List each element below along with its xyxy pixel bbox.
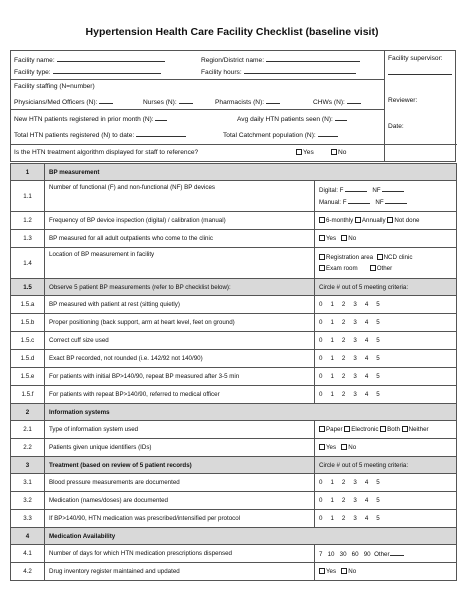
total-htn-field[interactable]	[136, 130, 186, 137]
option-label: Annually	[361, 217, 386, 224]
hours-label: Facility hours:	[201, 69, 242, 76]
checklist-table	[10, 163, 457, 581]
checkbox-icon[interactable]	[341, 444, 347, 450]
checkbox-icon[interactable]	[319, 426, 325, 432]
row-number: 1.5.e	[11, 368, 45, 386]
options-cell	[315, 230, 457, 248]
option-label: No	[348, 235, 357, 242]
rating-scale[interactable]: 0 1 2 3 4 5	[315, 492, 457, 510]
row-label: Number of functional (F) and non-functional (NF) BP devices	[45, 181, 315, 212]
table-row	[11, 492, 457, 510]
total-htn-label: Total HTN patients registered (N) to date:	[14, 132, 135, 139]
facility-name-label: Facility name:	[14, 57, 55, 64]
row-number: 1.5	[11, 279, 45, 296]
checkbox-icon[interactable]	[319, 568, 325, 574]
section-header	[11, 457, 457, 474]
row-number: 1.5.b	[11, 314, 45, 332]
option-label: Registration area	[326, 254, 374, 261]
staffing-label: Facility staffing (N=number)	[14, 83, 95, 90]
row-number: 1.5.c	[11, 332, 45, 350]
option-label: Yes	[326, 235, 337, 242]
hours-field[interactable]	[244, 67, 356, 74]
rating-scale[interactable]: 0 1 2 3 4 5	[315, 386, 457, 404]
row-number: 1.5.f	[11, 386, 45, 404]
manual-f-field[interactable]	[348, 198, 370, 204]
rating-scale[interactable]: 0 1 2 3 4 5	[315, 296, 457, 314]
checkbox-icon[interactable]	[370, 265, 376, 271]
checkbox-icon[interactable]	[380, 426, 386, 432]
option-label: 6-monthly	[326, 217, 354, 224]
checkbox-icon[interactable]	[355, 217, 361, 223]
devices-answer	[315, 181, 457, 212]
page-title: Hypertension Health Care Facility Checklist (baseline visit)	[85, 26, 379, 38]
rating-scale[interactable]: 0 1 2 3 4 5	[315, 474, 457, 492]
table-row	[11, 439, 457, 457]
algorithm-question: Is the HTN treatment algorithm displayed for staff to reference?	[14, 149, 199, 156]
options-cell	[315, 212, 457, 230]
row-number: 2.2	[11, 439, 45, 457]
options-cell	[315, 563, 457, 581]
region-label: Region/District name:	[201, 57, 265, 64]
algorithm-no-label: No	[338, 149, 347, 156]
table-row	[11, 368, 457, 386]
row-number: 4.1	[11, 545, 45, 563]
new-htn-label: New HTN patients registered in prior month (N):	[14, 116, 154, 123]
option-label: Not done	[394, 217, 420, 224]
date-label: Date:	[388, 123, 404, 130]
facility-info-block	[10, 50, 456, 162]
row-label: Number of days for which HTN medication prescriptions dispensed	[45, 545, 315, 563]
algorithm-yes-label: Yes	[303, 149, 314, 156]
section-header	[11, 164, 457, 181]
divider	[11, 79, 384, 80]
divider	[11, 109, 384, 110]
row-label: BP measured with patient at rest (sitting quietly)	[45, 296, 315, 314]
manual-nf-field[interactable]	[385, 198, 407, 204]
table-row	[11, 510, 457, 528]
facility-name-field[interactable]	[57, 55, 165, 62]
row-label: Observe 5 patient BP measurements (refer to BP checklist below):	[45, 279, 315, 296]
physicians-field[interactable]	[99, 97, 113, 104]
circle-instruction: Circle # out of 5 meeting criteria:	[315, 457, 457, 474]
new-htn-field[interactable]	[155, 114, 167, 121]
options-cell	[315, 421, 457, 439]
row-number: 3.3	[11, 510, 45, 528]
option-label: Yes	[326, 568, 337, 575]
nf-label: NF	[375, 199, 384, 206]
option-label: Neither	[408, 426, 429, 433]
row-number: 3.2	[11, 492, 45, 510]
option-label: Other	[376, 265, 393, 272]
row-number: 1.2	[11, 212, 45, 230]
digital-label: Digital: F	[319, 187, 344, 194]
row-number: 1.3	[11, 230, 45, 248]
row-label: BP measured for all adult outpatients who come to the clinic	[45, 230, 315, 248]
checklist-form	[10, 50, 456, 581]
row-label: Frequency of BP device inspection (digital) / calibration (manual)	[45, 212, 315, 230]
checkbox-icon[interactable]	[319, 444, 325, 450]
pharmacists-label: Pharmacists (N):	[215, 99, 265, 106]
option-label: No	[348, 444, 357, 451]
option-label: Yes	[326, 444, 337, 451]
option-label: Exam room	[326, 265, 358, 272]
row-number: 4.2	[11, 563, 45, 581]
checkbox-icon[interactable]	[377, 254, 383, 260]
nurses-field[interactable]	[179, 97, 193, 104]
table-row	[11, 248, 457, 279]
table-row	[11, 350, 457, 368]
checkbox-icon[interactable]	[331, 149, 337, 155]
rating-scale[interactable]: 0 1 2 3 4 5	[315, 510, 457, 528]
section-number: 1	[11, 164, 45, 181]
row-label: If BP>140/90, HTN medication was prescribed/intensified per protocol	[45, 510, 315, 528]
row-label: For patients with repeat BP>140/90, referred to medical officer	[45, 386, 315, 404]
section-title: Treatment (based on review of 5 patient records)	[45, 457, 315, 474]
table-row	[11, 563, 457, 581]
table-row	[11, 332, 457, 350]
reviewer-label: Reviewer:	[388, 97, 418, 104]
section-title: BP measurement	[45, 164, 457, 181]
facility-type-field[interactable]	[53, 67, 161, 74]
table-row	[11, 230, 457, 248]
section-number: 3	[11, 457, 45, 474]
checkbox-icon[interactable]	[319, 217, 325, 223]
checkbox-icon[interactable]	[319, 265, 325, 271]
rating-scale[interactable]: 0 1 2 3 4 5	[315, 314, 457, 332]
row-number: 2.1	[11, 421, 45, 439]
section-title: Medication Availability	[45, 528, 457, 545]
checkbox-icon[interactable]	[387, 217, 393, 223]
supervisor-field[interactable]	[388, 68, 452, 75]
table-row	[11, 181, 457, 212]
row-number: 1.1	[11, 181, 45, 212]
row-label: Medication (names/doses) are documented	[45, 492, 315, 510]
digital-f-field[interactable]	[345, 186, 367, 192]
checkbox-icon[interactable]	[341, 235, 347, 241]
row-label: Location of BP measurement in facility	[45, 248, 315, 279]
other-field[interactable]	[390, 550, 404, 556]
checkbox-icon[interactable]	[402, 426, 408, 432]
divider	[11, 144, 457, 145]
circle-instruction: Circle # out of 5 meeting criteria:	[315, 279, 457, 296]
section-title: Information systems	[45, 404, 457, 421]
table-row	[11, 421, 457, 439]
section-header	[11, 528, 457, 545]
row-number: 3.1	[11, 474, 45, 492]
checkbox-icon[interactable]	[296, 149, 302, 155]
other-label: Other	[374, 550, 390, 558]
checkbox-icon[interactable]	[319, 235, 325, 241]
rating-scale[interactable]: 0 1 2 3 4 5	[315, 332, 457, 350]
table-row	[11, 212, 457, 230]
option-label: Paper	[326, 426, 343, 433]
row-label: Correct cuff size used	[45, 332, 315, 350]
checkbox-icon[interactable]	[344, 426, 350, 432]
options-cell	[315, 439, 457, 457]
row-number: 1.5.d	[11, 350, 45, 368]
options-cell	[315, 248, 457, 279]
row-label: For patients with initial BP>140/90, repeat BP measured after 3-5 min	[45, 368, 315, 386]
option-label: Both	[387, 426, 400, 433]
section-header	[11, 404, 457, 421]
option-label: NCD clinic	[383, 254, 413, 261]
rating-scale[interactable]: 0 1 2 3 4 5	[315, 368, 457, 386]
checkbox-icon[interactable]	[319, 254, 325, 260]
table-row	[11, 474, 457, 492]
table-row	[11, 296, 457, 314]
manual-label: Manual: F	[319, 199, 347, 206]
avg-daily-field[interactable]	[335, 114, 347, 121]
subsection-header	[11, 279, 457, 296]
supervisor-label: Facility supervisor:	[388, 55, 443, 62]
pharmacists-field[interactable]	[266, 97, 280, 104]
checkbox-icon[interactable]	[341, 568, 347, 574]
option-label: Electronic	[351, 426, 379, 433]
row-label: Drug inventory register maintained and updated	[45, 563, 315, 581]
row-number: 1.4	[11, 248, 45, 279]
catchment-label: Total Catchment population (N):	[223, 132, 316, 139]
row-number: 1.5.a	[11, 296, 45, 314]
row-label: Exact BP recorded, not rounded (i.e. 142/92 not 140/90)	[45, 350, 315, 368]
nf-label: NF	[372, 187, 381, 194]
section-number: 2	[11, 404, 45, 421]
table-row	[11, 314, 457, 332]
nurses-label: Nurses (N):	[143, 99, 177, 106]
days-options[interactable]	[315, 545, 457, 563]
section-number: 4	[11, 528, 45, 545]
days-values: 7 10 30 60 90	[319, 550, 371, 558]
chws-label: CHWs (N):	[313, 99, 345, 106]
row-label: Blood pressure measurements are documented	[45, 474, 315, 492]
rating-scale[interactable]: 0 1 2 3 4 5	[315, 350, 457, 368]
row-label: Proper positioning (back support, arm at heart level, feet on ground)	[45, 314, 315, 332]
avg-daily-label: Avg daily HTN patients seen (N):	[237, 116, 333, 123]
row-label: Type of information system used	[45, 421, 315, 439]
catchment-field[interactable]	[318, 130, 338, 137]
table-row	[11, 545, 457, 563]
region-field[interactable]	[266, 55, 360, 62]
row-label: Patients given unique identifiers (IDs)	[45, 439, 315, 457]
facility-type-label: Facility type:	[14, 69, 51, 76]
option-label: No	[348, 568, 357, 575]
digital-nf-field[interactable]	[382, 186, 404, 192]
table-row	[11, 386, 457, 404]
physicians-label: Physicians/Med Officers (N):	[14, 99, 98, 106]
chws-field[interactable]	[347, 97, 361, 104]
